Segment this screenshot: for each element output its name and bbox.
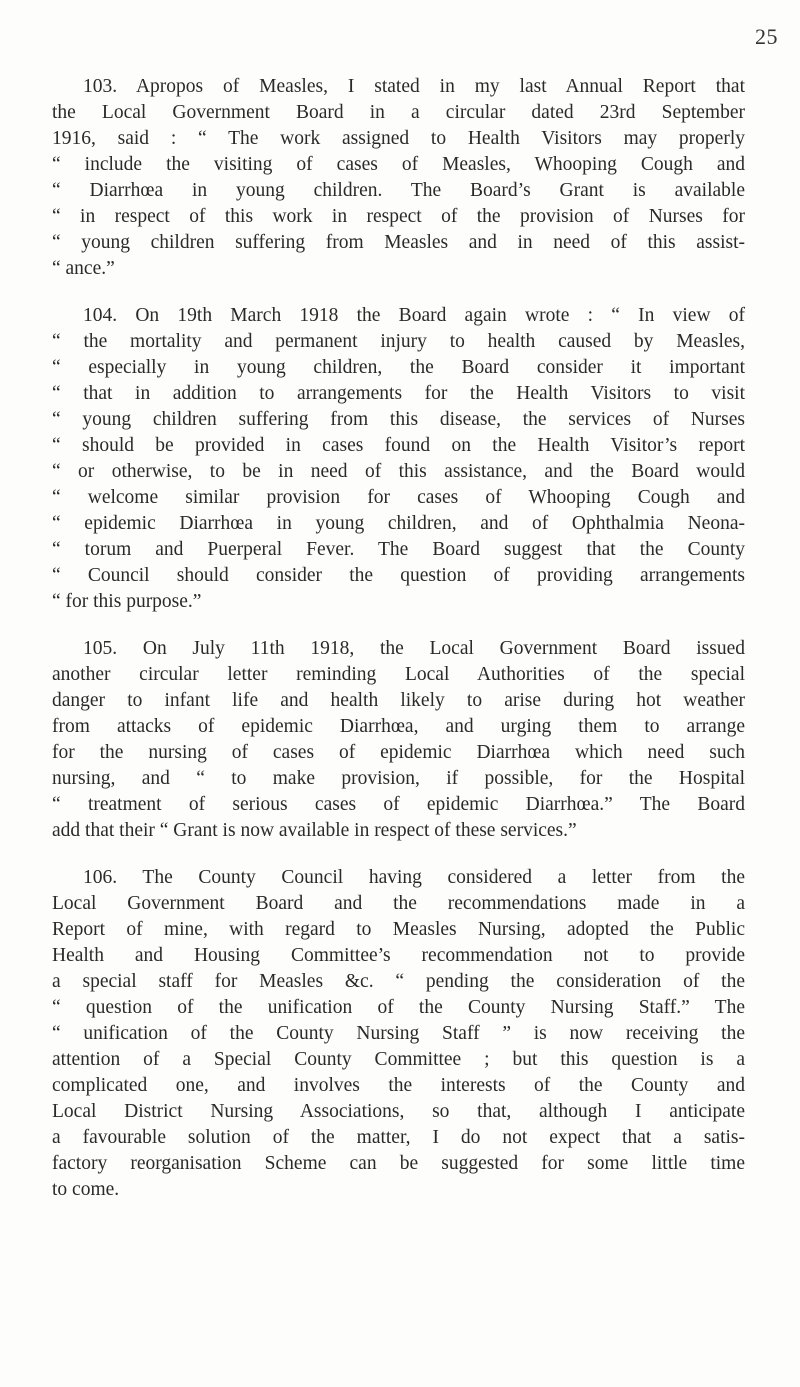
- paragraph-103: [52, 74, 745, 282]
- text-line: “ that in addition to arrangements for the Health Visitors to visit: [52, 383, 745, 404]
- paragraph-104: [52, 303, 745, 615]
- text-line: “ epidemic Diarrhœa in young children, and of Ophthalmia Neona-: [52, 513, 745, 534]
- text-line: “ unification of the County Nursing Staff ” is now receiving the: [52, 1023, 745, 1044]
- text-line: a favourable solution of the matter, I do not expect that a satis-: [52, 1127, 745, 1148]
- paragraph-106: [52, 865, 745, 1203]
- text-line: Health and Housing Committee’s recommendation not to provide: [52, 945, 745, 966]
- text-line: 105. On July 11th 1918, the Local Government Board issued: [83, 638, 745, 659]
- text-line: 106. The County Council having considered a letter from the: [83, 867, 745, 888]
- text-line: Local Government Board and the recommendations made in a: [52, 893, 745, 914]
- text-line: 103. Apropos of Measles, I stated in my last Annual Report that: [83, 76, 745, 97]
- text-line: “ or otherwise, to be in need of this assistance, and the Board would: [52, 461, 745, 482]
- text-line: “ young children suffering from Measles and in need of this assist-: [52, 232, 745, 253]
- text-line: “ torum and Puerperal Fever. The Board suggest that the County: [52, 539, 745, 560]
- text-line: for the nursing of cases of epidemic Diarrhœa which need such: [52, 742, 745, 763]
- text-line: “ ance.”: [52, 258, 115, 279]
- text-line: the Local Government Board in a circular dated 23rd September: [52, 102, 745, 123]
- text-line: to come.: [52, 1179, 120, 1200]
- text-line: “ the mortality and permanent injury to health caused by Measles,: [52, 331, 745, 352]
- text-line: add that their “ Grant is now available in respect of these services.”: [52, 820, 577, 841]
- text-line: “ especially in young children, the Board consider it important: [52, 357, 745, 378]
- text-line: “ for this purpose.”: [52, 591, 202, 612]
- text-line: “ should be provided in cases found on the Health Visitor’s report: [52, 435, 745, 456]
- text-line: a special staff for Measles &c. “ pending the consideration of the: [52, 971, 745, 992]
- text-line: “ Diarrhœa in young children. The Board’s Grant is available: [52, 180, 745, 201]
- text-line: Report of mine, with regard to Measles Nursing, adopted the Public: [52, 919, 745, 940]
- text-line: “ young children suffering from this disease, the services of Nurses: [52, 409, 745, 430]
- text-line: 104. On 19th March 1918 the Board again wrote : “ In view of: [83, 305, 745, 326]
- paragraph-105: [52, 636, 745, 844]
- text-line: Local District Nursing Associations, so that, although I anticipate: [52, 1101, 745, 1122]
- text-line: “ Council should consider the question of providing arrangements: [52, 565, 745, 586]
- text-line: “ treatment of serious cases of epidemic Diarrhœa.” The Board: [52, 794, 745, 815]
- text-line: attention of a Special County Committee ; but this question is a: [52, 1049, 745, 1070]
- text-line: nursing, and “ to make provision, if possible, for the Hospital: [52, 768, 745, 789]
- text-line: 1916, said : “ The work assigned to Health Visitors may properly: [52, 128, 745, 149]
- text-line: “ question of the unification of the County Nursing Staff.” The: [52, 997, 745, 1018]
- text-line: danger to infant life and health likely to arise during hot weather: [52, 690, 745, 711]
- text-line: complicated one, and involves the interests of the County and: [52, 1075, 745, 1096]
- text-line: from attacks of epidemic Diarrhœa, and urging them to arrange: [52, 716, 745, 737]
- text-line: another circular letter reminding Local Authorities of the special: [52, 664, 745, 685]
- text-line: “ welcome similar provision for cases of Whooping Cough and: [52, 487, 745, 508]
- text-line: factory reorganisation Scheme can be suggested for some little time: [52, 1153, 745, 1174]
- text-line: “ include the visiting of cases of Measles, Whooping Cough and: [52, 154, 745, 175]
- page-number: 25: [755, 24, 778, 49]
- text-line: “ in respect of this work in respect of the provision of Nurses for: [52, 206, 745, 227]
- report-body: [52, 74, 745, 1224]
